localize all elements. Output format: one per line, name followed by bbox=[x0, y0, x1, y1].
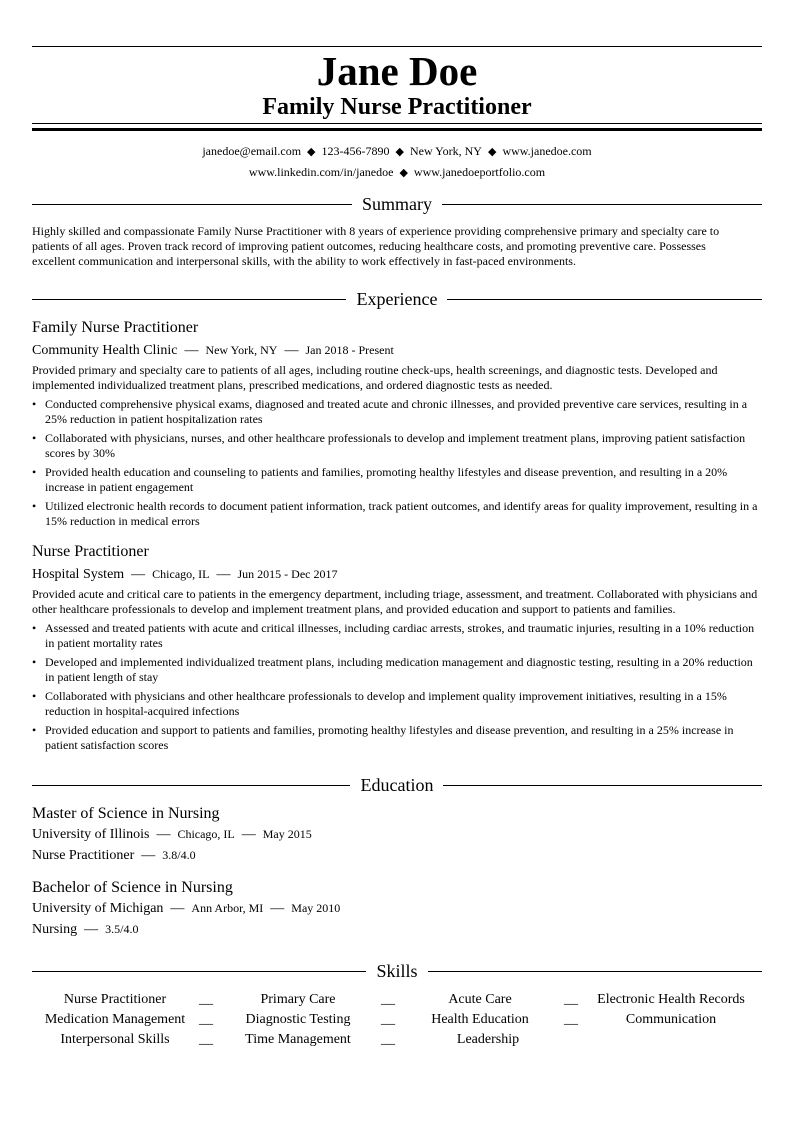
diamond-separator-icon: ◆ bbox=[395, 146, 404, 158]
skill-item: Interpersonal Skills bbox=[60, 1032, 170, 1047]
education-entry bbox=[32, 804, 762, 866]
bullet-icon: • bbox=[32, 465, 37, 479]
skill-separator: __ bbox=[199, 1012, 213, 1027]
bullet-icon: • bbox=[32, 689, 37, 703]
skills-row bbox=[32, 1030, 762, 1050]
list-item: • Collaborated with physicians, nurses, and other healthcare professionals to develop and implement treatment plans, improving patient satisfaction scores by 30% bbox=[32, 431, 746, 460]
contact-location: New York, NY bbox=[409, 144, 482, 158]
list-item: • Provided health education and counseling to patients and families, promoting healthy lifestyles and disease prevention, and resulting in a 20% increase in patient engagement bbox=[32, 465, 728, 494]
skill-separator: __ bbox=[199, 992, 213, 1007]
edu-date: May 2015 bbox=[262, 827, 312, 841]
education-heading-label: Education bbox=[351, 775, 444, 795]
dash-separator: — bbox=[131, 567, 146, 582]
dash-separator: — bbox=[216, 567, 231, 582]
dash-separator: — bbox=[141, 848, 156, 863]
edu-field-line bbox=[32, 919, 762, 940]
skill-separator: __ bbox=[381, 1012, 395, 1027]
edu-field: Nursing bbox=[32, 922, 78, 937]
bullet-icon: • bbox=[32, 655, 37, 669]
list-item: • Conducted comprehensive physical exams, diagnosed and treated acute and chronic illnesses, and provided preventive care services, resulting in a 25% reduction in patient hospitalization rates bbox=[32, 397, 748, 426]
experience-heading-label: Experience bbox=[347, 289, 448, 309]
job-bullet-list bbox=[32, 621, 762, 753]
bullet-icon: • bbox=[32, 499, 37, 513]
edu-gpa: 3.8/4.0 bbox=[162, 848, 196, 862]
dash-separator: — bbox=[270, 901, 285, 916]
edu-school-line bbox=[32, 824, 762, 845]
edu-school: University of Michigan bbox=[32, 901, 164, 916]
skills-heading-label: Skills bbox=[366, 961, 427, 981]
dash-separator: — bbox=[170, 901, 185, 916]
summary-heading bbox=[32, 192, 762, 216]
skill-item: Primary Care bbox=[260, 992, 336, 1007]
summary-heading-label: Summary bbox=[352, 194, 442, 214]
diamond-separator-icon: ◆ bbox=[487, 146, 497, 158]
job-meta bbox=[32, 564, 762, 585]
job-description: Provided primary and specialty care to patients of all ages, including routine check-ups, health screenings, and diagnostic tests. Developed and implemented individualized treatment plans, prescribed medications, and ordered diagnostic tests as needed. bbox=[32, 363, 718, 392]
skills-grid bbox=[32, 990, 762, 1050]
dash-separator: — bbox=[284, 343, 299, 358]
job-location: Chicago, IL bbox=[152, 567, 210, 581]
contact-website[interactable]: www.janedoe.com bbox=[502, 144, 592, 158]
bullet-icon: • bbox=[32, 621, 37, 635]
skills-row bbox=[32, 1010, 762, 1030]
job-location: New York, NY bbox=[205, 343, 278, 357]
list-item: • Developed and implemented individualized treatment plans, including medication management and diagnostic testing, resulting in a 20% reduction in patient length of stay bbox=[32, 655, 753, 684]
edu-location: Chicago, IL bbox=[177, 827, 235, 841]
edu-degree: Bachelor of Science in Nursing bbox=[32, 879, 233, 896]
edu-school-line bbox=[32, 898, 762, 919]
edu-date: May 2010 bbox=[291, 901, 341, 915]
header-thick-rule bbox=[32, 128, 762, 131]
edu-location: Ann Arbor, MI bbox=[191, 901, 264, 915]
candidate-title: Family Nurse Practitioner bbox=[262, 94, 532, 120]
job-dates: Jun 2015 - Dec 2017 bbox=[237, 567, 338, 581]
education-heading bbox=[32, 773, 762, 797]
job-employer: Hospital System bbox=[32, 567, 125, 582]
edu-field-line bbox=[32, 845, 762, 866]
skill-item: Medication Management bbox=[44, 1012, 186, 1027]
skill-separator: __ bbox=[564, 1012, 578, 1027]
bullet-icon: • bbox=[32, 431, 37, 445]
bullet-icon: • bbox=[32, 397, 37, 411]
list-item: • Utilized electronic health records to document patient information, track patient outcomes, and identify areas for quality improvement, resulting in a 15% reduction in medical errors bbox=[32, 499, 758, 528]
skill-item: Leadership bbox=[456, 1032, 520, 1047]
skill-item: Time Management bbox=[245, 1032, 351, 1047]
header-thin-rule bbox=[32, 123, 762, 124]
skill-separator: __ bbox=[199, 1032, 213, 1047]
edu-degree: Master of Science in Nursing bbox=[32, 805, 220, 822]
contact-linkedin[interactable]: www.linkedin.com/in/janedoe bbox=[248, 165, 394, 179]
candidate-name: Jane Doe bbox=[316, 48, 478, 94]
job-description: Provided acute and critical care to patients in the emergency department, including triage, assessment, and treatment. Collaborated with physicians and other healthcare professionals to develop and implement treatment plans, and provided education and support to patients and families. bbox=[32, 587, 758, 616]
dash-separator: — bbox=[84, 922, 99, 937]
skill-separator: __ bbox=[564, 992, 578, 1007]
job-title: Nurse Practitioner bbox=[32, 543, 149, 560]
job-employer: Community Health Clinic bbox=[32, 343, 178, 358]
education-entry bbox=[32, 878, 762, 940]
job-meta bbox=[32, 340, 762, 361]
bullet-icon: • bbox=[32, 723, 37, 737]
contact-phone[interactable]: 123-456-7890 bbox=[321, 144, 390, 158]
skills-row bbox=[32, 990, 762, 1010]
skill-item: Health Education bbox=[431, 1012, 529, 1027]
dash-separator: — bbox=[156, 827, 171, 842]
skill-item: Electronic Health Records bbox=[597, 992, 745, 1007]
diamond-separator-icon: ◆ bbox=[307, 146, 316, 158]
skill-item: Diagnostic Testing bbox=[245, 1012, 351, 1027]
skill-item: Communication bbox=[625, 1012, 717, 1027]
contact-line-1 bbox=[32, 143, 762, 160]
edu-gpa: 3.5/4.0 bbox=[105, 922, 139, 936]
job-bullet-list bbox=[32, 397, 762, 529]
contact-line-2 bbox=[32, 164, 762, 181]
list-item: • Collaborated with physicians and other healthcare professionals to develop and implement quality improvement initiatives, resulting in a 15% reduction in hospital-acquired infections bbox=[32, 689, 727, 718]
experience-heading bbox=[32, 287, 762, 311]
edu-school: University of Illinois bbox=[32, 827, 150, 842]
summary-text: Highly skilled and compassionate Family Nurse Practitioner with 8 years of experience providing comprehensive primary and specialty care to patients of all ages. Proven track record of improving patient outcomes, reducing healthcare costs, and promoting preventive care. Possesses excellent communication and interpersonal skills, with the ability to work effectively in fast-paced environments. bbox=[32, 224, 720, 268]
header-top-rule bbox=[32, 46, 762, 47]
contact-portfolio[interactable]: www.janedoeportfolio.com bbox=[413, 165, 546, 179]
experience-entry bbox=[32, 318, 762, 533]
contact-email[interactable]: janedoe@email.com bbox=[202, 144, 302, 158]
skill-item: Nurse Practitioner bbox=[63, 992, 167, 1007]
list-item: • Assessed and treated patients with acute and critical illnesses, including cardiac arrests, strokes, and traumatic injuries, resulting in a 10% reduction in patient mortality rates bbox=[32, 621, 755, 650]
skills-heading bbox=[32, 959, 762, 983]
dash-separator: — bbox=[184, 343, 199, 358]
edu-field: Nurse Practitioner bbox=[32, 848, 135, 863]
job-dates: Jan 2018 - Present bbox=[305, 343, 394, 357]
skill-separator: __ bbox=[381, 992, 395, 1007]
job-title: Family Nurse Practitioner bbox=[32, 319, 199, 336]
experience-entry bbox=[32, 542, 762, 757]
dash-separator: — bbox=[241, 827, 256, 842]
skill-separator: __ bbox=[381, 1032, 395, 1047]
diamond-separator-icon: ◆ bbox=[399, 167, 408, 179]
skill-item: Acute Care bbox=[448, 992, 512, 1007]
list-item: • Provided education and support to patients and families, promoting healthy lifestyles and disease prevention, and resulting in a 25% increase in patient satisfaction scores bbox=[32, 723, 734, 752]
